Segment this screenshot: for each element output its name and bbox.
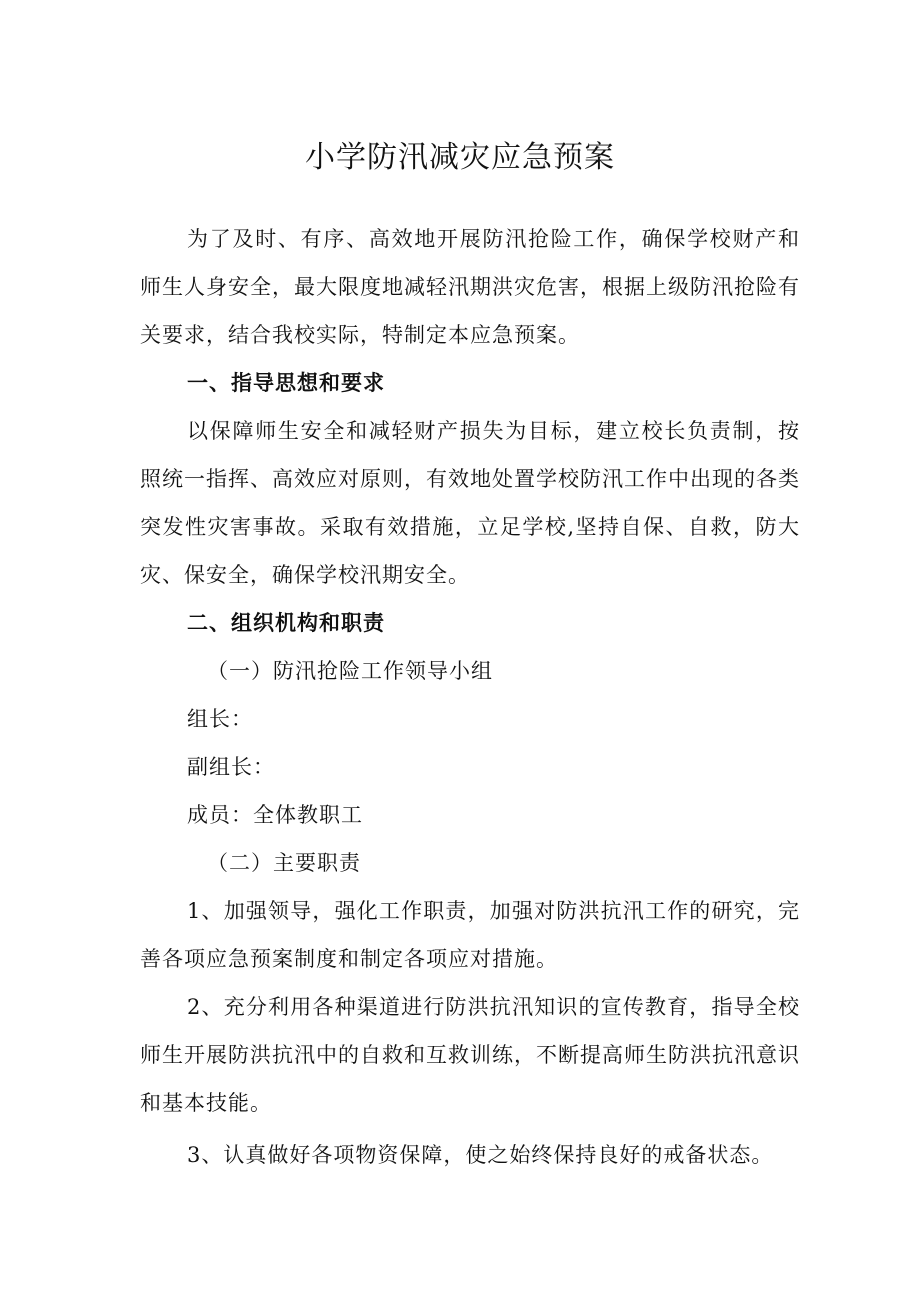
section2-subheading-2: （二）主要职责: [207, 851, 361, 875]
members-line: 成员：全体教职工: [187, 803, 363, 827]
document-title: 小学防汛减灾应急预案: [305, 140, 615, 175]
section1-heading: 一、指导思想和要求: [187, 371, 385, 395]
duty-item-2: 2、充分利用各种渠道进行防洪抗汛知识的宣传教育，指导全校师生开展防洪抗汛中的自救和互救训练，不断提高师生防洪抗汛意识和基本技能。: [140, 995, 800, 1115]
section2-subheading-1: （一）防汛抢险工作领导小组: [207, 659, 493, 683]
deputy-leader-line: 副组长：: [187, 755, 275, 779]
section2-heading: 二、组织机构和职责: [187, 611, 385, 635]
leader-line: 组长：: [187, 707, 253, 731]
duty-item-3: 3、认真做好各项物资保障，使之始终保持良好的戒备状态。: [187, 1143, 774, 1167]
document-body: [140, 215, 800, 1179]
intro-paragraph: 为了及时、有序、高效地开展防汛抢险工作，确保学校财产和师生人身安全，最大限度地减轻汛期洪灾危害，根据上级防汛抢险有关要求，结合我校实际，特制定本应急预案。: [140, 227, 800, 347]
section1-paragraph: 以保障师生安全和减轻财产损失为目标，建立校长负责制，按照统一指挥、高效应对原则，有效地处置学校防汛工作中出现的各类突发性灾害事故。采取有效措施，立足学校,坚持自保、自救，防大灾、保安全，确保学校汛期安全。: [140, 419, 800, 587]
duty-item-1: 1、加强领导，强化工作职责，加强对防洪抗汛工作的研究，完善各项应急预案制度和制定各项应对措施。: [140, 899, 800, 971]
